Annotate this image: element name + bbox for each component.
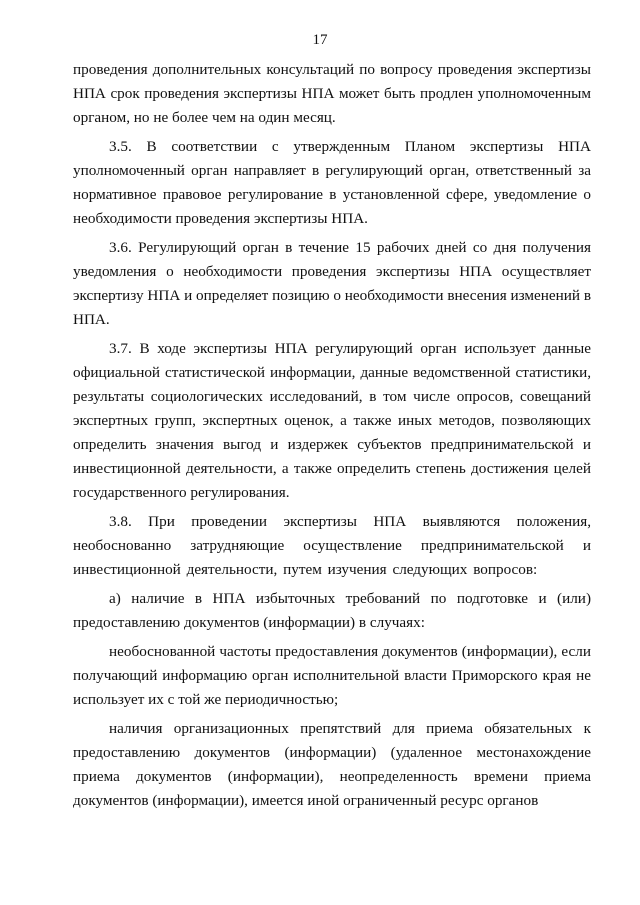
document-body — [73, 58, 591, 818]
paragraph-continuation: проведения дополнительных консультаций по вопросу проведения экспертизы НПА срок проведения экспертизы НПА может быть продлен уполномоченным органом, но не более чем на один месяц. — [73, 61, 591, 126]
paragraph-clause-3-8: 3.8. При проведении экспертизы НПА выявляются положения, необоснованно затрудняющие осуществление предпринимательской и инвестиционной деятельности, путем изучения следующих вопросов: — [73, 513, 591, 578]
paragraph-item-a-2: наличия организационных препятствий для приема обязательных к предоставлению документов (информации) (удаленное местонахождение приема документов (информации), неопределенность времени приема документов (информации), имеется иной ограниченный ресурс органов — [73, 720, 591, 809]
paragraph-clause-3-6: 3.6. Регулирующий орган в течение 15 рабочих дней со дня получения уведомления о необходимости проведения экспертизы НПА осуществляет экспертизу НПА и определяет позицию о необходимости внесения изменений в НПА. — [73, 239, 591, 328]
paragraph-clause-3-5: 3.5. В соответствии с утвержденным Планом экспертизы НПА уполномоченный орган направляет в регулирующий орган, ответственный за нормативное правовое регулирование в установленной сфере, уведомление о необходимости проведения экспертизы НПА. — [73, 138, 591, 227]
paragraph-clause-3-7: 3.7. В ходе экспертизы НПА регулирующий орган использует данные официальной статистической информации, данные ведомственной статистики, результаты социологических исследований, в том числе опросов, совещаний экспертных групп, экспертных оценок, а также иных методов, позволяющих определить значения выгод и издержек субъектов предпринимательской и инвестиционной деятельности, а также определить степень достижения целей государственного регулирования. — [73, 340, 591, 501]
paragraph-item-a: а) наличие в НПА избыточных требований по подготовке и (или) предоставлению документов (информации) в случаях: — [73, 590, 591, 631]
page-number: 17 — [312, 32, 328, 48]
paragraph-item-a-1: необоснованной частоты предоставления документов (информации), если получающий информацию орган исполнительной власти Приморского края не использует их с той же периодичностью; — [73, 643, 591, 708]
